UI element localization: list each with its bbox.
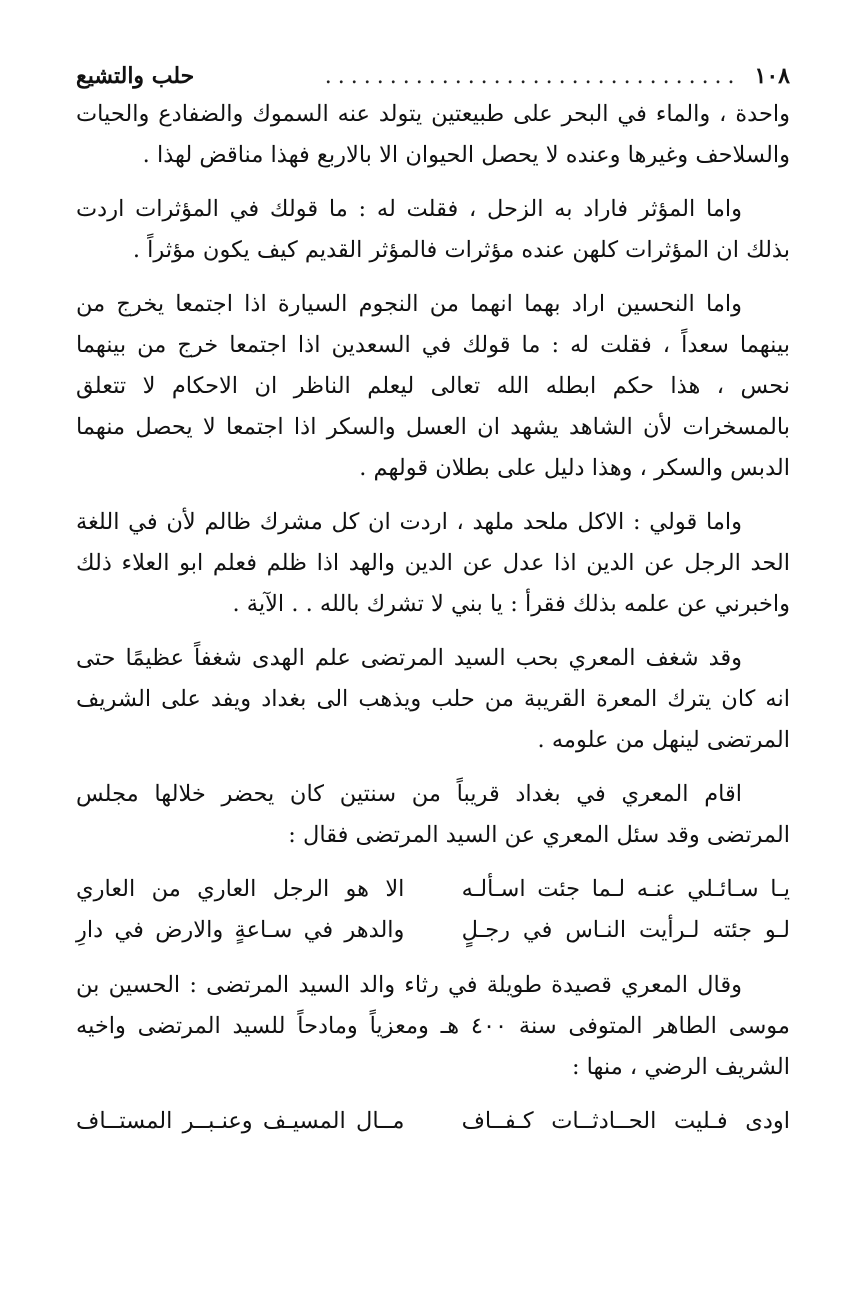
paragraph-3 [76, 284, 790, 489]
verse-line [76, 869, 790, 910]
verse-second-hemistich: مــال المسيـف وعنـبــر المستــاف [76, 1108, 405, 1134]
page-header [76, 58, 790, 94]
paragraph-3-text: واما النحسين اراد بهما انهما من النجوم السيارة اذا اجتمعا يخرج من بينهما سعداً ، فقلت له : ما قولك في السعدين اذا اجتمعا خرج من بينهما نحس ، هذا حكم ابطله الله تعالى ليعلم الناظر ان الاحكام لا تتعلق بالمسخرات لأن الشاهد يشهد ان العسل والسكر اذا اجتمعا لا يحصل منهما الدبس والسكر ، وهذا دليل على بطلان قولهم . [76, 291, 790, 481]
paragraph-4 [76, 502, 790, 625]
running-title: حلب والتشيع [76, 63, 195, 89]
paragraph-4-text: واما قولي : الاكل ملحد ملهد ، اردت ان كل مشرك ظالم لأن في اللغة الحد الرجل عن الدين اذا عدل عن الدين والهد اذا ظلم فعلم ابو العلاء ذلك واخبرني عن علمه بذلك فقرأ : يا بني لا تشرك بالله . . الآية . [76, 509, 790, 617]
verse-first-hemistich: يـا سـائـلي عنـه لـما جئت اسـألـه [461, 876, 790, 902]
verse-line [76, 1101, 790, 1142]
page-number: ١٠٨ [754, 63, 790, 89]
header-leader-dots: ................................ [324, 63, 741, 89]
verse-second-hemistich: الا هو الرجل العاري من العاري [76, 876, 405, 902]
paragraph-6-text: اقام المعري في بغداد قريباً من سنتين كان يحضر خلالها مجلس المرتضى وقد سئل المعري عن السيد المرتضى فقال : [76, 781, 790, 848]
poem-verses-2 [76, 1101, 790, 1142]
paragraph-7 [76, 965, 790, 1088]
book-page [76, 58, 790, 1258]
paragraph-5-text: وقد شغف المعري بحب السيد المرتضى علم الهدى شغفاً عظيمًا حتى انه كان يترك المعرة القريبة من حلب ويذهب الى بغداد ويفد على الشريف المرتضى لينهل من علومه . [76, 645, 790, 753]
verse-first-hemistich: لـو جئته لـرأيت النـاس في رجـلٍ [461, 917, 790, 943]
paragraph-2 [76, 189, 790, 271]
paragraph-6 [76, 774, 790, 856]
poem-verses-1 [76, 869, 790, 951]
verse-line [76, 910, 790, 951]
paragraph-2-text: واما المؤثر فاراد به الزحل ، فقلت له : ما قولك في المؤثرات اردت بذلك ان المؤثرات كلهن عنده مؤثرات فالمؤثر القديم كيف يكون مؤثراً . [76, 196, 790, 263]
paragraph-1: واحدة ، والماء في البحر على طبيعتين يتولد عنه السموك والضفادع والحيات والسلاحف وغيرها وعنده لا يحصل الحيوان الا بالاربع فهذا مناقض لهذا . [76, 101, 790, 168]
paragraph-7-text: وقال المعري قصيدة طويلة في رثاء والد السيد المرتضى : الحسين بن موسى الطاهر المتوفى سنة ٤٠٠ هـ ومعزياً ومادحاً للسيد المرتضى واخيه الشريف الرضي ، منها : [76, 972, 790, 1080]
verse-second-hemistich: والدهر في سـاعةٍ والارض في دارِ [76, 917, 405, 943]
verse-first-hemistich: اودى فـليت الحــادثــات كـفــاف [461, 1108, 790, 1134]
paragraph-5 [76, 638, 790, 761]
